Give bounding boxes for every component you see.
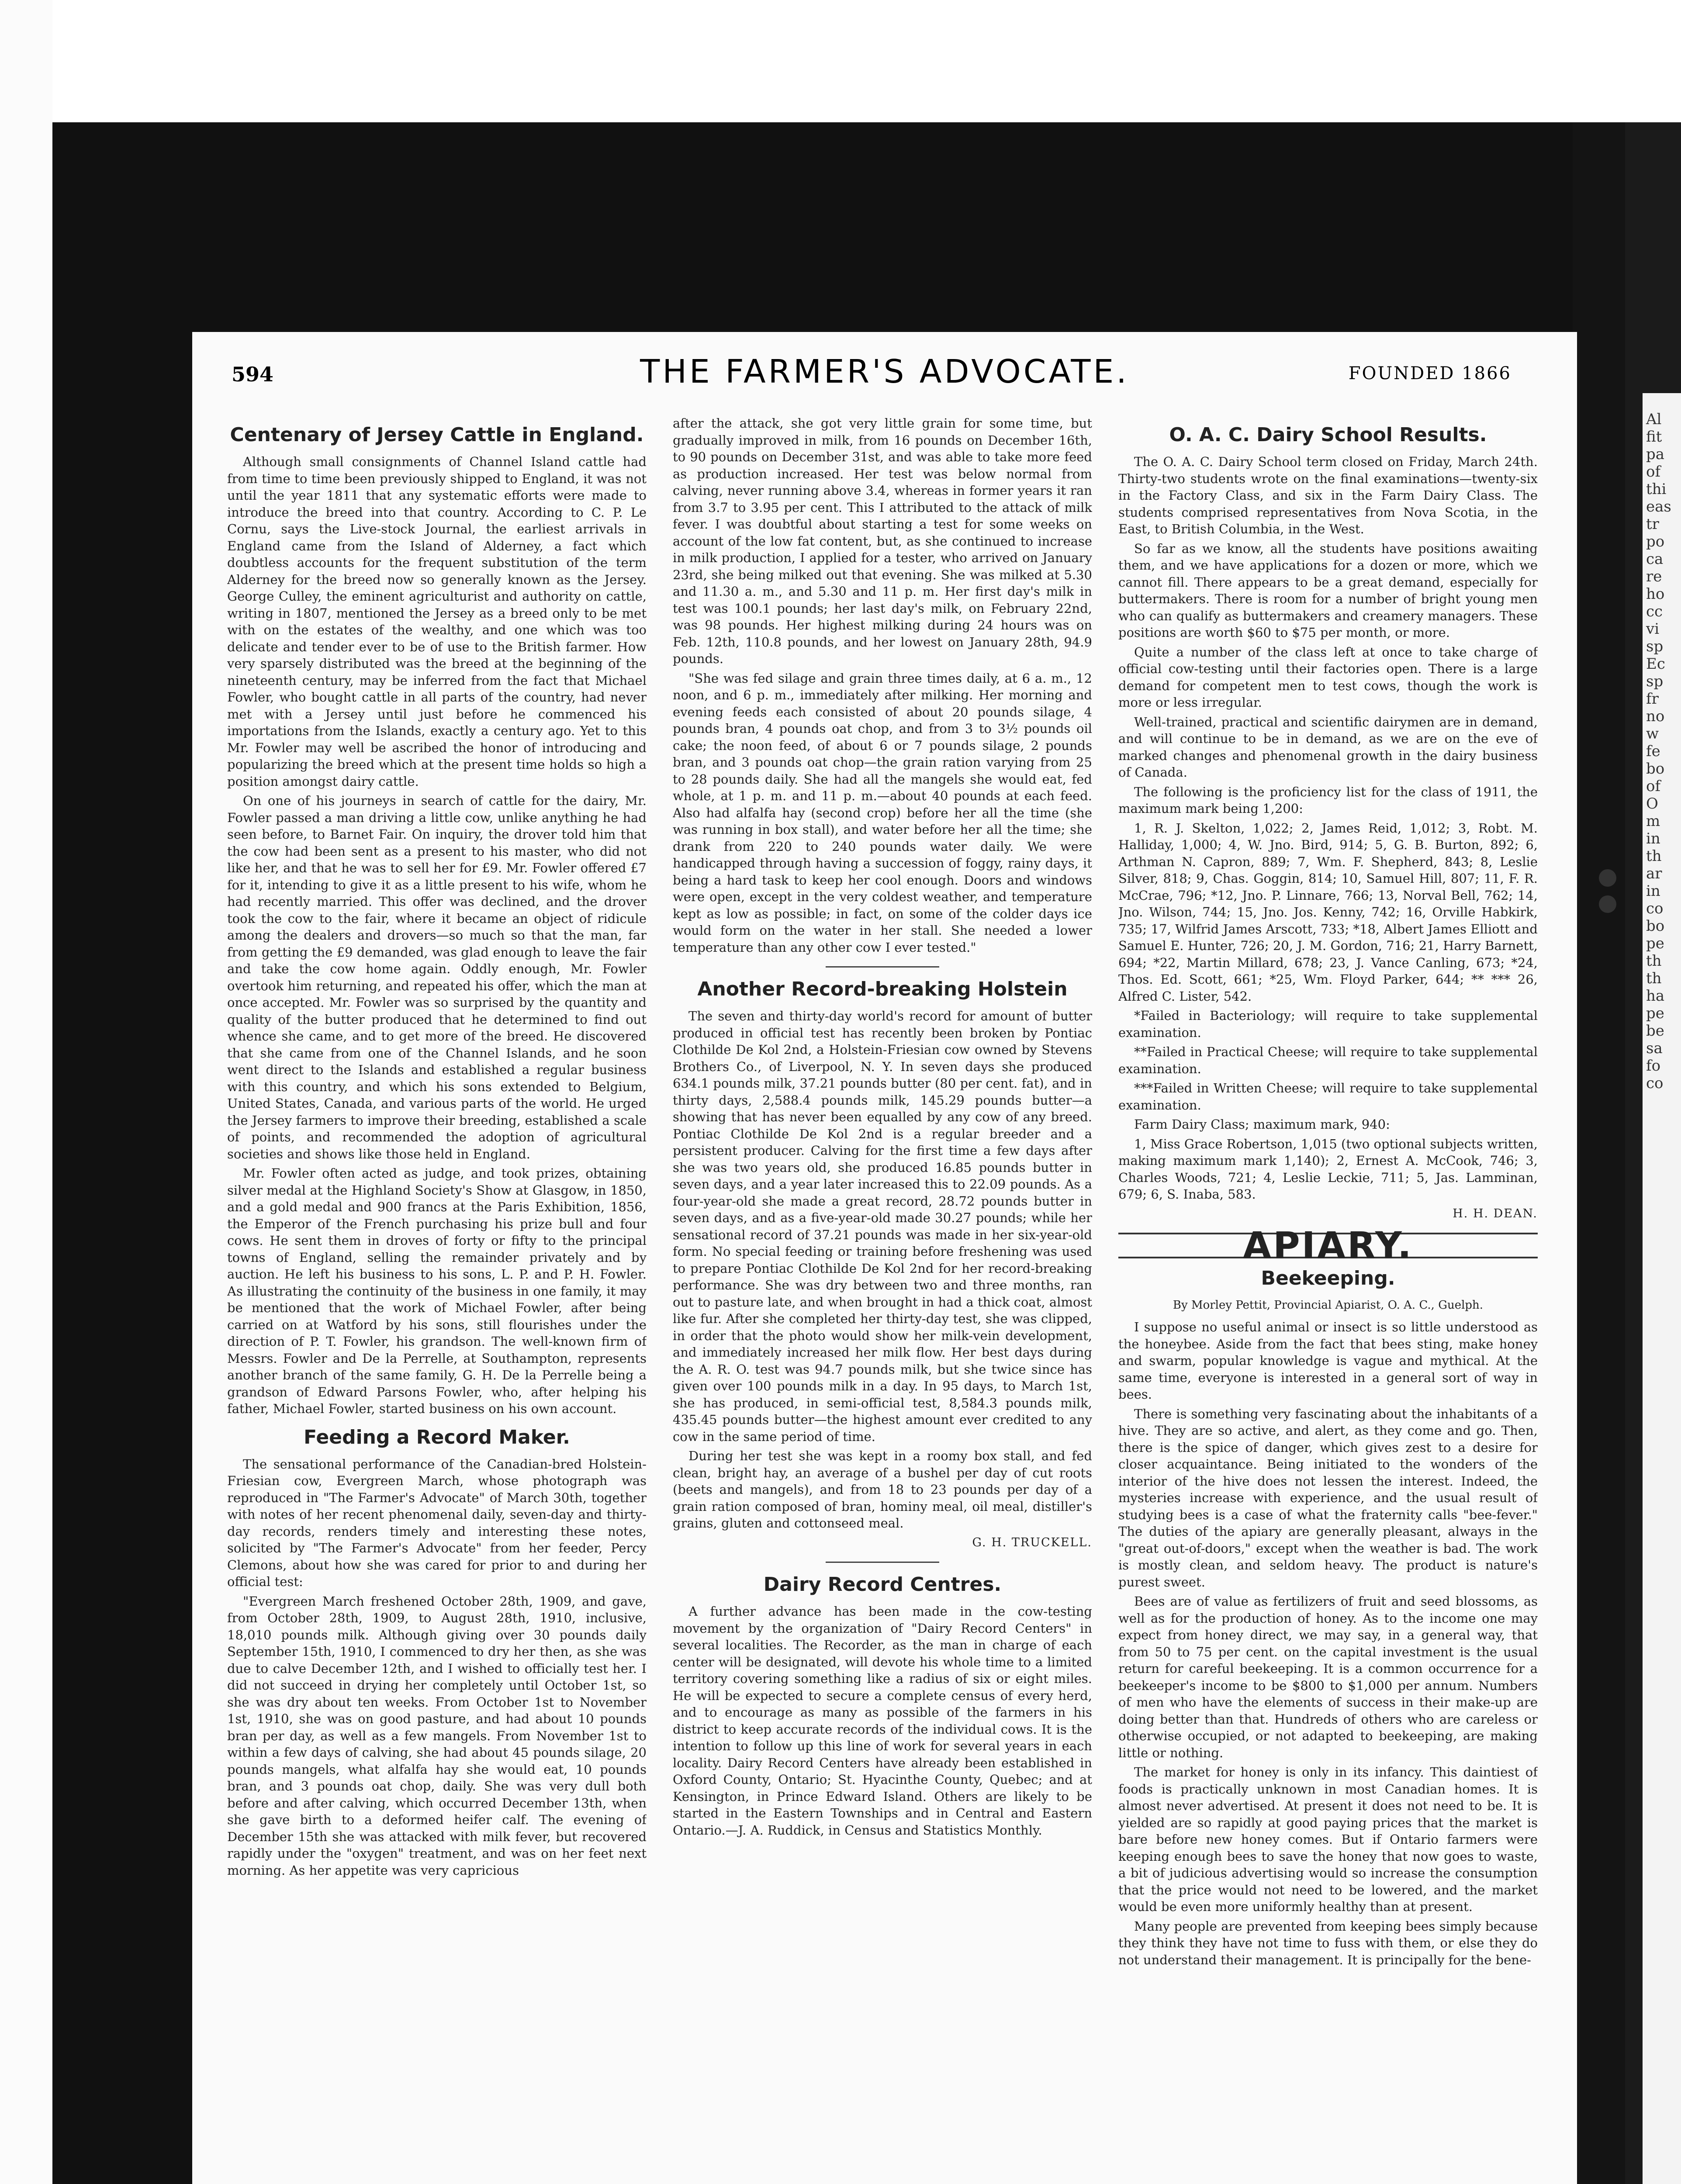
heading-dairy-centres: Dairy Record Centres.	[763, 1573, 1002, 1596]
paragraph: 1, R. J. Skelton, 1,022; 2, James Reid, 1,012; 3, Robt. M. Halliday, 1,000; 4, W. Jno. Bird, 914; 5, G. B. Burton, 892; 6, Arthman N. Capron, 889; 7, Wm. F. Shepherd, 843; 8, Leslie Silver, 818; 9, Chas. Goggin, 814; 10, Samuel Hill, 807; 11, F. R. McCrae, 796; *12, Jno. P. Linnare, 766; 13, Norval Bell, 762; 14, Jno. Wilson, 744; 15, Jno. Jos. Kenny, 742; 16, Orville Habkirk, 735; 17, Wilfrid James Arscott, 733; *18, Albert James Elliott and Samuel E. Hunter, 726; 20, J. M. Gordon, 716; 21, Harry Barnett, 694; *22, Martin Millard, 678; 23, J. Vance Canling, 673; *24, Thos. Ed. Scott, 661; *25, Wm. Floyd Parker, 644; ** *** 26, Alfred C. Lister, 542.	[1118, 820, 1538, 1004]
signature: G. H. TRUCKELL.	[972, 1535, 1092, 1549]
signature: H. H. DEAN.	[1453, 1206, 1538, 1220]
paragraph: Quite a number of the class left at once to take charge of official cow-testing until their factories open. There is a large demand for competent men to test cows, though the work is more or less irregular.	[1118, 644, 1538, 710]
paragraph: ***Failed in Written Cheese; will require to take supplemental examination.	[1118, 1081, 1538, 1113]
divider	[826, 1562, 939, 1563]
column-3	[1118, 415, 1538, 2184]
founded-line: FOUNDED 1866	[1348, 363, 1512, 384]
paragraph: The seven and thirty-day world's record for amount of butter produced in official test has recently been broken by Pontiac Clothilde De Kol 2nd, a Holstein-Friesian cow owned by Stevens Brothers Co., of Liverpool, N. Y. In seven days she produced 634.1 pounds milk, 37.21 pounds butter (80 per cent. fat), and in thirty days, 2,588.4 pounds milk, 145.29 pounds butter—a showing that has never been equalled by any cow of any breed. Pontiac Clothilde De Kol 2nd is a regular breeder and a persistent producer. Calving for the first time a few days after she was two years old, she produced 16.85 pounds butter in seven days, and a year later increased this to 22.09 pounds. As a four-year-old she made a great record, 28.72 pounds butter in seven days, and as a five-year-old made 30.27 pounds; while her sensational record of 37.21 pounds was made in her six-year-old form. No special feeding or training before freshening was used to prepare Pontiac Clothilde De Kol 2nd for her record-breaking performance. She was dry between two and three months, ran out to pasture late, and when brought in had a thick coat, almost like fur. After she completed her thirty-day test, she was clipped, in order that the photo would show her milk-vein development, and immediately increased her milk flow. Her best days during the A. R. O. test was 94.7 pounds milk, but she twice since has given over 100 pounds milk in a day. In 95 days, to March 1st, she has produced, in semi-official test, 8,584.3 pounds milk, 435.45 pounds butter—the highest amount ever credited to any cow in the same period of time.	[673, 1009, 1092, 1444]
paragraph: Although small consignments of Channel Island cattle had from time to time been previously shipped to England, it was not until the year 1811 that any systematic efforts were made to introduce the breed into that country. According to C. P. Le Cornu, says the Live-stock Journal, the earliest arrivals in England came from the Island of Alderney, a fact which doubtless accounts for the frequent substitution of the term Alderney for the breed now so generally known as the Jersey. George Culley, the eminent agriculturist and authority on cattle, writing in 1807, mentioned the Jersey as a breed only to be met with on the estates of the wealthy, and one which was too delicate and tender ever to be of use to the British farmer. How very sparsely distributed was the breed at the beginning of the nineteenth century, may be inferred from the fact that Michael Fowler, who bought cattle in all parts of the country, had never met with a Jersey until just before he commenced his importations from the Islands, exactly a century ago. Yet to this Mr. Fowler may well be ascribed the honor of introducing and popularizing the breed which at the present time holds so high a position amongst dairy cattle.	[227, 454, 647, 789]
film-shadow-top	[52, 122, 1625, 341]
paragraph: 1, Miss Grace Robertson, 1,015 (two optional subjects written, making maximum mark 1,140); 2, Ernest A. McCook, 746; 3, Charles Woods, 721; 4, Leslie Leckie, 711; 5, Jas. Lamminan, 679; 6, S. Inaba, 583.	[1118, 1136, 1538, 1202]
paragraph: There is something very fascinating about the inhabitants of a hive. They are so active, and alert, as they come and go. Then, there is the spice of danger, which gives zest to a desire for closer acquaintance. Being initiated to the wonders of the interior of the hive does not lessen the interest. Indeed, the mysteries increase with experience, and the usual result of studying bees is a case of what the fraternity calls "bee-fever." The duties of the apiary are generally pleasant, always in the "great out-of-doors," except when the weather is bad. The work is mostly clean, and seldom heavy. The product is nature's purest sweet.	[1118, 1406, 1538, 1590]
page-number: 594	[232, 363, 274, 386]
divider	[826, 966, 939, 968]
paragraph: **Failed in Practical Cheese; will require to take supplemental examination.	[1118, 1044, 1538, 1076]
heading-oac: O. A. C. Dairy School Results.	[1169, 424, 1487, 446]
binding-ring	[1599, 869, 1616, 887]
paragraph: Farm Dairy Class; maximum mark, 940:	[1134, 1117, 1390, 1132]
masthead: THE FARMER'S ADVOCATE.	[640, 353, 1129, 390]
paragraph: I suppose no useful animal or insect is so little understood as the honeybee. Aside from the fact that bees sting, make honey and swarm, popular knowledge is vague and mythical. At the same time, everyone is interested in a general sort of way in bees.	[1118, 1320, 1538, 1402]
paragraph: Many people are prevented from keeping bees simply because they think they have not time to fuss with them, or else they do not understand their management. It is principally for the bene-	[1118, 1918, 1538, 1967]
paragraph: Well-trained, practical and scientific dairymen are in demand, and will continue to be in demand, as we are on the eve of marked changes and phenomenal growth in the dairy business of Canada.	[1118, 714, 1538, 780]
newspaper-page	[192, 332, 1577, 2184]
paragraph: The O. A. C. Dairy School term closed on Friday, March 24th. Thirty-two students wrote on the final examinations—twenty-six in the Factory Class, and six in the Farm Dairy Class. The students comprised representatives from Nova Scotia, in the East, to British Columbia, in the West.	[1118, 454, 1538, 536]
paragraph: Bees are of value as fertilizers of fruit and seed blossoms, as well as for the production of honey. As to the income one may expect from honey direct, we may say, in a general way, that from 50 to 75 per cent. on the capital investment is the usual return for careful beekeeping. It is a common occurrence for a beekeeper's income to be $800 to $1,000 per annum. Numbers of men who have the elements of success in their make-up are doing better than that. Hundreds of others who are careless or otherwise occupied, or not adapted to beekeeping, are making little or nothing.	[1118, 1594, 1538, 1760]
paragraph: *Failed in Bacteriology; will require to take supplemental examination.	[1118, 1008, 1538, 1040]
column-2	[673, 415, 1092, 2184]
paragraph: "Evergreen March freshened October 28th, 1909, and gave, from October 28th, 1909, to August 28th, 1910, inclusive, 18,010 pounds milk. Although giving over 30 pounds daily September 15th, 1910, I commenced to dry her then, as she was due to calve December 12th, and I wished to officially test her. I did not succeed in drying her completely until October 1st, so she was dry about ten weeks. From October 1st to November 1st, 1910, she was on good pasture, and had about 10 pounds bran per day, as well as a few mangels. From November 1st to within a few days of calving, she had about 45 pounds silage, 20 pounds mangels, what alfalfa hay she would eat, 10 pounds bran, and 3 pounds oat chop, daily. She was very dull both before and after calving, which occurred December 13th, when she gave birth to a deformed heifer calf. The evening of December 15th she was attacked with milk fever, but recovered rapidly under the "oxygen" treatment, and was on her feet next morning. As her appetite was very capricious	[227, 1593, 647, 1878]
paragraph: "She was fed silage and grain three times daily, at 6 a. m., 12 noon, and 6 p. m., immediately after milking. Her morning and evening feeds each consisted of about 20 pounds silage, 4 pounds bran, 4 pounds oat chop, and from 3 to 3½ pounds oil cake; the noon feed, of about 6 or 7 pounds silage, 2 pounds bran, and 3 pounds oat chop—the grain ration varying from 25 to 28 pounds daily. She had all the mangels she would eat, fed whole, at 1 p. m. and 11 p. m.—about 40 pounds at each feed. Also had alfalfa hay (second crop) before her all the time (she was running in box stall), and water before her all the time; she drank from 220 to 240 pounds water daily. We were handicapped through having a succession of foggy, rainy days, it being a hard task to keep her cool enough. Doors and windows were open, except in the very coldest weather, and temperature kept as low as possible; in fact, on some of the colder days ice would form on the water in her stall. She needed a lower temperature than any other cow I ever tested."	[673, 670, 1092, 955]
scan-border-left	[0, 0, 52, 2184]
paragraph: after the attack, she got very little grain for some time, but gradually improved in milk, from 16 pounds on December 16th, to 90 pounds on December 31st, and was able to take more feed as production increased. Her test was below normal from calving, never running above 3.4, whereas in former years it ran from 3.7 to 3.95 per cent. This I attributed to the attack of milk fever. I was doubtful about starting a test for some weeks on account of the low fat content, but, as she continued to increase in milk production, I applied for a tester, who arrived on January 23rd, she being milked out that evening. She was milked at 5.30 and 11.30 a. m., and 5.30 and 11 p. m. Her first day's milk in test was 100.1 pounds; her last day's milk, on February 22nd, was 98 pounds. Her highest milking during 24 hours was on Feb. 12th, 110.8 pounds, and her lowest on January 28th, 94.9 pounds.	[673, 416, 1092, 666]
paragraph: A further advance has been made in the cow-testing movement by the organization of "Dairy Record Centers" in several localities. The Recorder, as the man in charge of each center will be designated, will devote his whole time to a limited territory covering something like a radius of six or eight miles. He will be expected to secure a complete census of every herd, and to encourage as many as possible of the farmers in his district to keep accurate records of the individual cows. It is the intention to follow up this line of work for several years in each locality. Dairy Record Centers have already been established in Oxford County, Ontario; St. Hyacinthe County, Quebec; and at Kensington, in Prince Edward Island. Others are likely to be started in the Eastern Townships and in Central and Eastern Ontario.—J. A. Ruddick, in Census and Statistics Monthly.	[673, 1604, 1092, 1838]
byline: By Morley Pettit, Provincial Apiarist, O. A. C., Guelph.	[1173, 1298, 1484, 1312]
paragraph: Mr. Fowler often acted as judge, and took prizes, obtaining silver medal at the Highland Society's Show at Glasgow, in 1850, and a gold medal and 900 francs at the Paris Exhibition, 1856, the Emperor of the French purchasing his prize bull and four cows. He sent them in droves of forty or fifty to the principal towns of England, selling the remainder privately and by auction. He left his business to his sons, L. P. and P. H. Fowler. As illustrating the continuity of the business in one family, it may be mentioned that the work of Michael Fowler, after being carried on at Watford by his sons, still flourishes under the direction of P. T. Fowler, his grandson. The well-known firm of Messrs. Fowler and De la Perrelle, at Southampton, represents another branch of the same family, G. H. De la Perrelle being a grandson of Edward Parsons Fowler, who, after helping his father, Michael Fowler, started business on his own account.	[227, 1166, 647, 1416]
paragraph: The sensational performance of the Canadian-bred Holstein-Friesian cow, Evergreen March, whose photograph was reproduced in "The Farmer's Advocate" of March 30th, together with notes of her recent phenomenal daily, seven-day and thirty-day records, renders timely and interesting these notes, solicited by "The Farmer's Advocate" from her feeder, Percy Clemons, about how she was cared for prior to and during her official test:	[227, 1456, 647, 1589]
film-shadow-left	[52, 122, 192, 2184]
page-header	[192, 332, 1577, 397]
paragraph: The market for honey is only in its infancy. This daintiest of foods is practically unknown in most Canadian homes. It is almost never advertised. At present it does not need to be. It is yielded are so rapidly at good paying prices that the market is bare before new honey comes. But if Ontario farmers were keeping enough bees to save the honey that now goes to waste, a bit of judicious advertising would so increase the consumption that the price would not need to be lowered, and the market would be even more uniformly healthy than at present.	[1118, 1765, 1538, 1914]
heading-holstein: Another Record-breaking Holstein	[697, 978, 1068, 1000]
heading-feeding: Feeding a Record Maker.	[304, 1426, 570, 1448]
paragraph: The following is the proficiency list for the class of 1911, the maximum mark being 1,200:	[1118, 784, 1538, 816]
department-heading-apiary: APIARY.	[1118, 1233, 1538, 1258]
next-page-strip	[1643, 393, 1681, 2184]
heading-beekeeping: Beekeeping.	[1261, 1267, 1395, 1289]
film-shadow-right	[1573, 122, 1625, 2184]
paragraph: On one of his journeys in search of cattle for the dairy, Mr. Fowler passed a man driving a little cow, unlike anything he had seen before, to Barnet Fair. On inquiry, the drover told him that the cow had been sent as a present to his master, who did not like her, and that he was to sell her for £9. Mr. Fowler offered £7 for it, intending to give it as a little present to his wife, whom he had recently married. This offer was declined, and the drover took the cow to the fair, where it became an object of ridicule among the dealers and drovers—so much so that the man, far from getting the £9 demanded, was glad enough to leave the fair and take the cow home again. Oddly enough, Mr. Fowler overtook him returning, and repeated his offer, which the man at once accepted. Mr. Fowler was so surprised by the quantity and quality of the butter produced that he determined to find out whence she came, and to get more of the breed. He discovered that she came from one of the Channel Islands, and he soon went direct to the Islands and established a regular business with this country, and which his sons extended to Belgium, United States, Canada, and various parts of the world. He urged the Jersey farmers to improve their breeding, established a scale of points, and recommended the adoption of agricultural societies and shows like those held in England.	[227, 793, 647, 1161]
heading-jersey: Centenary of Jersey Cattle in England.	[230, 424, 644, 446]
next-page-margin-text: Al fit pa of thi eas tr po ca re ho cc vi sp Ec sp fr no w fe bo of O m in th ar in co bo pe th th ha pe be sa fo co	[1646, 411, 1671, 1092]
binding-ring	[1599, 895, 1616, 913]
paragraph: So far as we know, all the students have positions awaiting them, and we have applications for a dozen or more, which we cannot fill. There appears to be a great demand, especially for buttermakers. There is room for a number of bright young men who can qualify as buttermakers and creamery managers. These positions are worth $60 to $75 per month, or more.	[1118, 541, 1538, 640]
paragraph: During her test she was kept in a roomy box stall, and fed clean, bright hay, an average of a bushel per day of cut roots (beets and mangels), and from 18 to 23 pounds per day of a grain ration composed of bran, hominy meal, oil meal, distiller's grains, gluten and cottonseed meal.	[673, 1448, 1092, 1531]
column-1	[227, 415, 647, 2184]
